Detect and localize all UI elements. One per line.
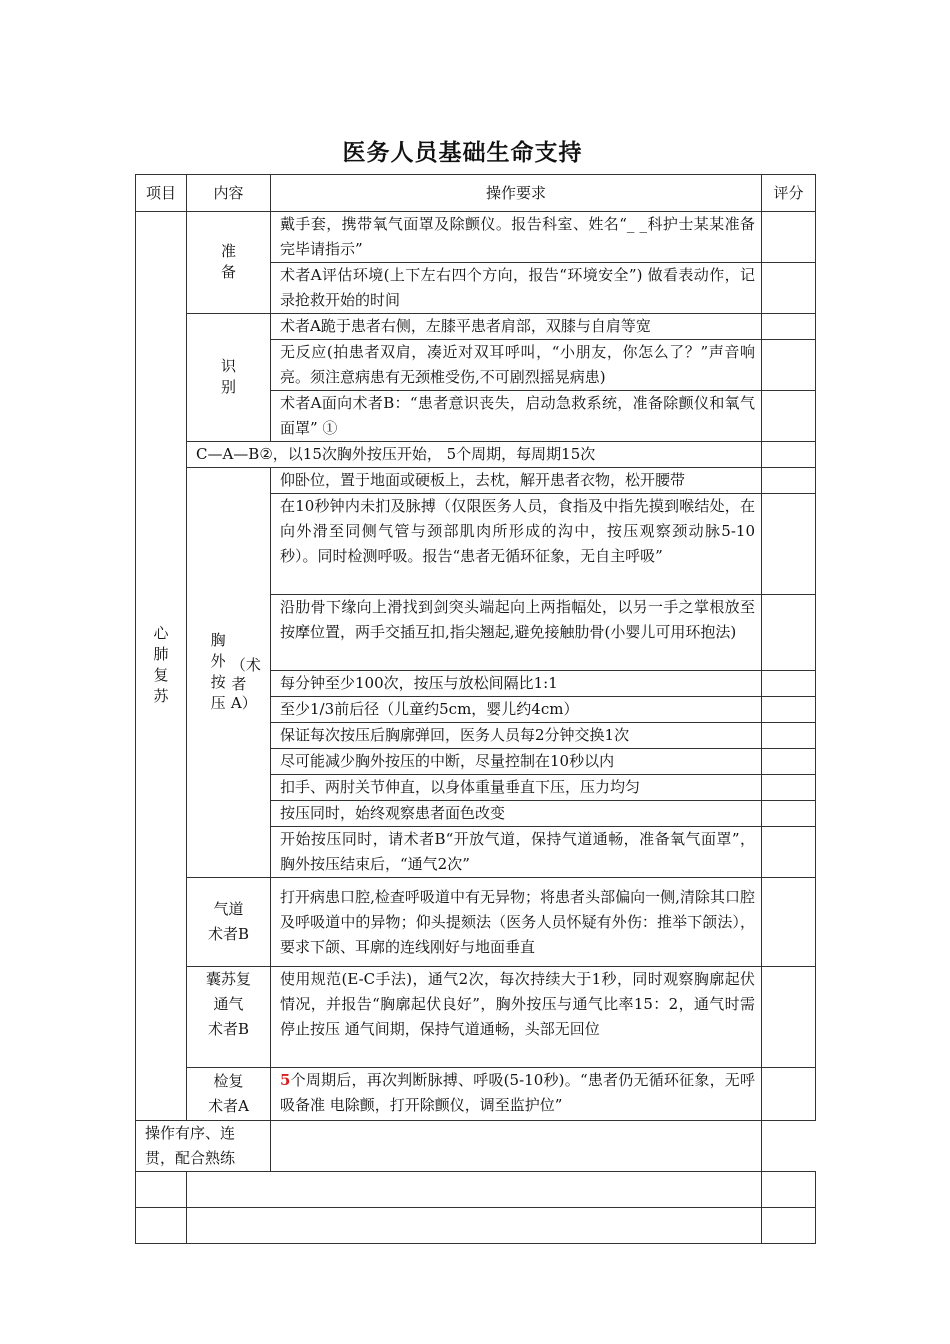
recheck-operator-label: 术者A xyxy=(208,1097,249,1115)
requirement-cell: 开始按压同时，请术者B“开放气道，保持气道通畅，准备氧气面罩”，胸外按压结束后，“通气2次” xyxy=(271,827,762,878)
score-cell[interactable] xyxy=(762,827,816,878)
header-item: 项目 xyxy=(136,175,187,212)
score-cell[interactable] xyxy=(762,468,816,494)
requirement-cell: 术者A评估环境(上下左右四个方向，报告“环境安全”) 做看表动作，记录抢救开始的时间 xyxy=(271,263,762,314)
requirement-cell: 无反应(拍患者双肩，凑近对双耳呼叫，“小朋友，你怎么了？”声音响亮。须注意病患有无颈椎受伤,不可剧烈摇晃病患) xyxy=(271,340,762,391)
prep-label: 准备 xyxy=(220,241,236,281)
table-row xyxy=(136,1121,816,1172)
table-row xyxy=(136,314,816,340)
teamwork-cell: 操作有序、连贯，配合熟练 xyxy=(136,1121,271,1172)
score-cell[interactable] xyxy=(762,340,816,391)
table-row xyxy=(136,442,816,468)
empty-cell xyxy=(187,1208,762,1244)
requirement-cell: 仰卧位，置于地面或硬板上，去枕，解开患者衣物，松开腰带 xyxy=(271,468,762,494)
requirement-cell: 扣手、两肘关节伸直，以身体重量垂直下压，压力均匀 xyxy=(271,775,762,801)
requirement-cell: 按压同时，始终观察患者面色改变 xyxy=(271,801,762,827)
score-cell[interactable] xyxy=(762,749,816,775)
table-row xyxy=(136,967,816,1068)
header-requirements: 操作要求 xyxy=(271,175,762,212)
ventilation-label: 通气 xyxy=(213,995,244,1013)
header-score: 评分 xyxy=(762,175,816,212)
score-cell[interactable] xyxy=(762,494,816,595)
header-row xyxy=(136,175,816,212)
requirement-cell: 每分钟至少100次，按压与放松间隔比1:1 xyxy=(271,671,762,697)
compression-label: 胸外按压 xyxy=(210,630,226,712)
score-cell[interactable] xyxy=(762,1068,816,1121)
empty-cell xyxy=(136,1208,187,1244)
requirement-cell: 在10秒钟内未扪及脉搏（仅限医务人员，食指及中指先摸到喉结处，在向外滑至同侧气管与颈部肌肉所形成的沟中，按压观察颈动脉5-10秒）。同时检测呼吸。报告“患者无循环征象，无自主呼吸” xyxy=(271,494,762,595)
cab-cell: C—A—B②，以15次胸外按压开始， 5个周期，每周期15次 xyxy=(187,442,762,468)
prep-label-cell xyxy=(187,212,271,314)
requirement-cell xyxy=(271,1068,762,1121)
score-cell[interactable] xyxy=(762,723,816,749)
identify-label-cell xyxy=(187,314,271,442)
recheck-label: 检复 xyxy=(213,1072,244,1090)
table-row xyxy=(136,212,816,263)
ventilation-operator-label: 术者B xyxy=(207,1020,250,1038)
empty-cell xyxy=(136,1172,187,1208)
score-cell[interactable] xyxy=(762,212,816,263)
score-cell[interactable] xyxy=(762,671,816,697)
recheck-text: 个周期后，再次判断脉搏、呼吸(5-10秒)。“患者仍无循环征象，无呼吸备准 电除颤，打开除颤仪，调至监护位” xyxy=(280,1071,755,1114)
airway-label: 气道 xyxy=(213,900,244,918)
score-cell[interactable] xyxy=(762,775,816,801)
score-cell[interactable] xyxy=(762,1172,816,1208)
table-row xyxy=(136,1068,816,1121)
requirement-cell: 至少1/3前后径（儿童约5cm，婴儿约4cm） xyxy=(271,697,762,723)
score-cell[interactable] xyxy=(762,878,816,967)
requirement-cell: 尽可能减少胸外按压的中断，尽量控制在10秒以内 xyxy=(271,749,762,775)
score-cell[interactable] xyxy=(762,263,816,314)
requirement-cell: 打开病患口腔,检查呼吸道中有无异物；将患者头部偏向一侧,清除其口腔及呼吸道中的异物；仰头提颏法（医务人员怀疑有外伤：推举下颌法），要求下颌、耳廓的连线刚好与地面垂直 xyxy=(271,878,762,967)
score-cell[interactable] xyxy=(762,314,816,340)
requirement-cell: 保证每次按压后胸廓弹回，医务人员每2分钟交换1次 xyxy=(271,723,762,749)
compression-label-cell xyxy=(187,468,271,878)
requirement-cell: 戴手套，携带氧气面罩及除颤仪。报告科室、姓名“_ _科护士某某准备完毕请指示” xyxy=(271,212,762,263)
cycle-count: 5 xyxy=(280,1071,291,1089)
identify-label: 识别 xyxy=(220,356,236,396)
table-row xyxy=(136,468,816,494)
score-cell[interactable] xyxy=(762,391,816,442)
score-cell[interactable] xyxy=(762,967,816,1068)
airway-label-cell xyxy=(187,878,271,967)
score-cell[interactable] xyxy=(762,697,816,723)
requirement-cell: 术者A面向术者B：“患者意识丧失，启动急救系统，准备除颤仪和氧气面罩” ① xyxy=(271,391,762,442)
recheck-label-cell xyxy=(187,1068,271,1121)
empty-row xyxy=(136,1172,816,1208)
page-title: 医务人员基础生命支持 xyxy=(342,139,583,166)
requirement-cell: 术者A跪于患者右侧，左膝平患者肩部，双膝与自肩等宽 xyxy=(271,314,762,340)
ventilation-bag-label: 囊苏复 xyxy=(205,970,251,988)
score-cell[interactable] xyxy=(762,595,816,671)
score-cell[interactable] xyxy=(762,801,816,827)
procedure-table xyxy=(135,174,816,1244)
score-cell[interactable] xyxy=(271,1121,762,1172)
compression-operator-label: （术者A） xyxy=(230,655,261,712)
score-cell[interactable] xyxy=(762,442,816,468)
header-content: 内容 xyxy=(187,175,271,212)
section-cpr-label: 心肺复苏 xyxy=(153,624,169,705)
empty-cell xyxy=(187,1172,762,1208)
airway-operator-label: 术者B xyxy=(207,925,250,943)
empty-row xyxy=(136,1208,816,1244)
ventilation-label-cell xyxy=(187,967,271,1068)
requirement-cell: 沿肋骨下缘向上滑找到剑突头端起向上两指幅处，以另一手之掌根放至按摩位置，两手交插互扣,指尖翘起,避免接触肋骨(小婴儿可用环抱法) xyxy=(271,595,762,671)
score-cell[interactable] xyxy=(762,1208,816,1244)
section-cpr-cell xyxy=(136,212,187,1121)
table-row xyxy=(136,878,816,967)
requirement-cell: 使用规范(E-C手法)，通气2次，每次持续大于1秒，同时观察胸廓起伏情况，并报告“胸廓起伏良好”，胸外按压与通气比率15：2，通气时需停止按压 通气间期，保持气道通畅，头部无回位 xyxy=(271,967,762,1068)
